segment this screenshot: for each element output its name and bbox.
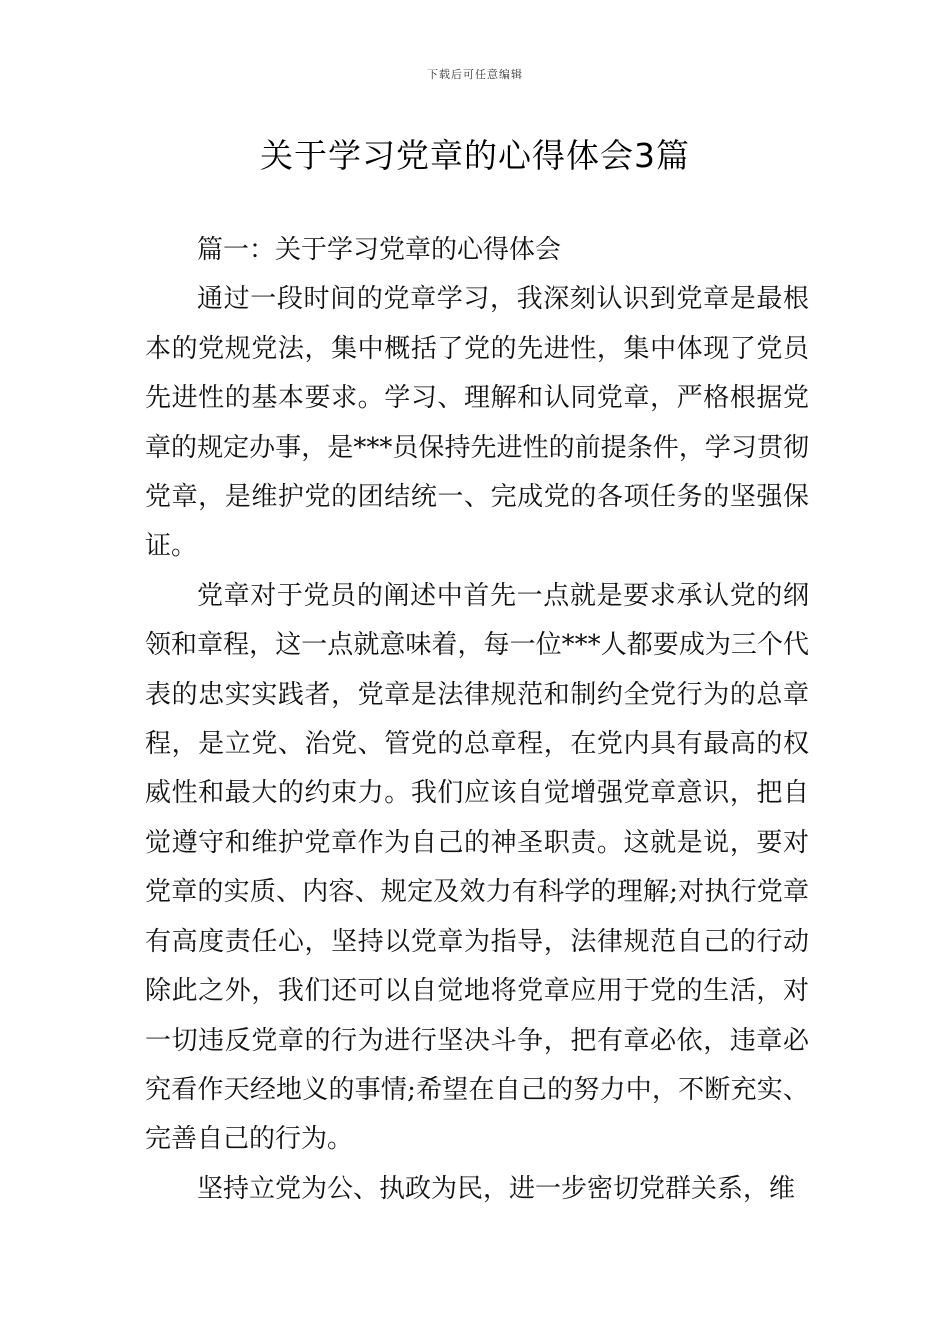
section-heading: 篇一：关于学习党章的心得体会 [197,235,562,265]
paragraph-1: 通过一段时间的党章学习，我深刻认识到党章是最根本的党规党法，集中概括了党的先进性，集中体现了党员先进性的基本要求。学习、理解和认同党章，严格根据党章的规定办事，是***员保持先进性的前提条件，学习贯彻党章，是维护党的团结统一、完成党的各项任务的坚强保证。 [145,284,809,562]
document-body [145,226,809,1214]
document-title: 关于学习党章的心得体会3篇 [260,136,690,175]
header-note: 下载后可任意编辑 [427,68,523,81]
paragraph-2: 党章对于党员的阐述中首先一点就是要求承认党的纲领和章程，这一点就意味着，每一位***人都要成为三个代表的忠实实践者，党章是法律规范和制约全党行为的总章程，是立党、治党、管党的总章程，在党内具有最高的权威性和最大的约束力。我们应该自觉增强党章意识，把自觉遵守和维护党章作为自己的神圣职责。这就是说，要对党章的实质、内容、规定及效力有科学的理解;对执行党章有高度责任心，坚持以党章为指导，法律规范自己的行动除此之外，我们还可以自觉地将党章应用于党的生活，对一切违反党章的行为进行坚决斗争，把有章必依，违章必究看作天经地义的事情;希望在自己的努力中，不断充实、完善自己的行为。 [145,580,809,1155]
paragraph-3: 坚持立党为公、执政为民，进一步密切党群关系，维 [197,1173,796,1204]
